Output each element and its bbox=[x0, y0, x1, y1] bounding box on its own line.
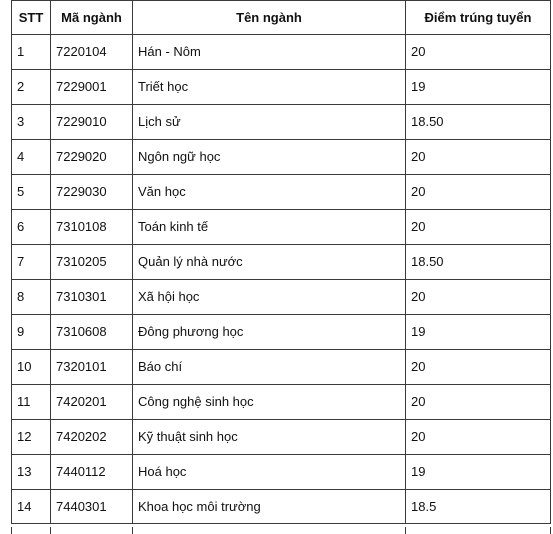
cell-score: 20 bbox=[406, 210, 551, 245]
cell-code: 7229010 bbox=[51, 105, 133, 140]
table-row bbox=[12, 420, 551, 455]
header-row bbox=[12, 1, 551, 35]
cell-stt: 1 bbox=[12, 35, 51, 70]
table-row bbox=[12, 315, 551, 350]
cell-score: 20 bbox=[406, 420, 551, 455]
cell-score: 19 bbox=[406, 70, 551, 105]
table-row bbox=[12, 210, 551, 245]
cell-score: 18.50 bbox=[406, 245, 551, 280]
table-row bbox=[12, 70, 551, 105]
cell-name: Toán kinh tế bbox=[133, 210, 406, 245]
cell-stt: 12 bbox=[12, 420, 51, 455]
cell-code: 7310301 bbox=[51, 280, 133, 315]
cell-name: Ngôn ngữ học bbox=[133, 140, 406, 175]
cell-name: Xã hội học bbox=[133, 280, 406, 315]
cell-name: Lịch sử bbox=[133, 105, 406, 140]
cell-code: 7310608 bbox=[51, 315, 133, 350]
cell-stt: 9 bbox=[12, 315, 51, 350]
cell-name: Kỹ thuật sinh học bbox=[133, 420, 406, 455]
header-name: Tên ngành bbox=[133, 1, 406, 35]
cell-stt: 5 bbox=[12, 175, 51, 210]
cell-stt: 11 bbox=[12, 385, 51, 420]
table-row bbox=[12, 140, 551, 175]
cell-score: 20 bbox=[406, 280, 551, 315]
cell-score: 18.50 bbox=[406, 105, 551, 140]
cell-name: Quản lý nhà nước bbox=[133, 245, 406, 280]
table-row bbox=[12, 175, 551, 210]
cell-stt: 4 bbox=[12, 140, 51, 175]
admission-scores-table bbox=[11, 0, 551, 524]
column-divider bbox=[132, 527, 133, 534]
column-divider bbox=[550, 527, 551, 534]
cell-name: Văn học bbox=[133, 175, 406, 210]
cell-score: 20 bbox=[406, 140, 551, 175]
cell-code: 7310108 bbox=[51, 210, 133, 245]
table-row bbox=[12, 35, 551, 70]
cell-code: 7220104 bbox=[51, 35, 133, 70]
table-row bbox=[12, 105, 551, 140]
cell-stt: 10 bbox=[12, 350, 51, 385]
cell-name: Hán - Nôm bbox=[133, 35, 406, 70]
cell-code: 7420201 bbox=[51, 385, 133, 420]
table-row bbox=[12, 490, 551, 524]
cell-stt: 7 bbox=[12, 245, 51, 280]
cell-stt: 8 bbox=[12, 280, 51, 315]
header-code: Mã ngành bbox=[51, 1, 133, 35]
cell-code: 7440301 bbox=[51, 490, 133, 524]
cell-code: 7229030 bbox=[51, 175, 133, 210]
cell-code: 7229020 bbox=[51, 140, 133, 175]
cell-name: Công nghệ sinh học bbox=[133, 385, 406, 420]
cell-name: Khoa học môi trường bbox=[133, 490, 406, 524]
column-divider bbox=[50, 527, 51, 534]
cell-code: 7229001 bbox=[51, 70, 133, 105]
cell-name: Triết học bbox=[133, 70, 406, 105]
cell-score: 20 bbox=[406, 350, 551, 385]
cell-stt: 2 bbox=[12, 70, 51, 105]
cell-name: Báo chí bbox=[133, 350, 406, 385]
header-score: Điểm trúng tuyển bbox=[406, 1, 551, 35]
cell-name: Đông phương học bbox=[133, 315, 406, 350]
cell-code: 7320101 bbox=[51, 350, 133, 385]
cell-score: 20 bbox=[406, 385, 551, 420]
table-header bbox=[12, 1, 551, 35]
table-row bbox=[12, 350, 551, 385]
table-row bbox=[12, 455, 551, 490]
table-body bbox=[12, 35, 551, 524]
column-divider bbox=[405, 527, 406, 534]
cell-score: 19 bbox=[406, 315, 551, 350]
cell-score: 20 bbox=[406, 35, 551, 70]
cell-stt: 3 bbox=[12, 105, 51, 140]
cell-code: 7440112 bbox=[51, 455, 133, 490]
cell-name: Hoá học bbox=[133, 455, 406, 490]
cell-score: 18.5 bbox=[406, 490, 551, 524]
table-continuation bbox=[11, 527, 550, 534]
table-row bbox=[12, 245, 551, 280]
cell-code: 7420202 bbox=[51, 420, 133, 455]
cell-stt: 14 bbox=[12, 490, 51, 524]
cell-score: 19 bbox=[406, 455, 551, 490]
table-row bbox=[12, 280, 551, 315]
cell-score: 20 bbox=[406, 175, 551, 210]
cell-code: 7310205 bbox=[51, 245, 133, 280]
header-stt: STT bbox=[12, 1, 51, 35]
cell-stt: 13 bbox=[12, 455, 51, 490]
table-row bbox=[12, 385, 551, 420]
cell-stt: 6 bbox=[12, 210, 51, 245]
